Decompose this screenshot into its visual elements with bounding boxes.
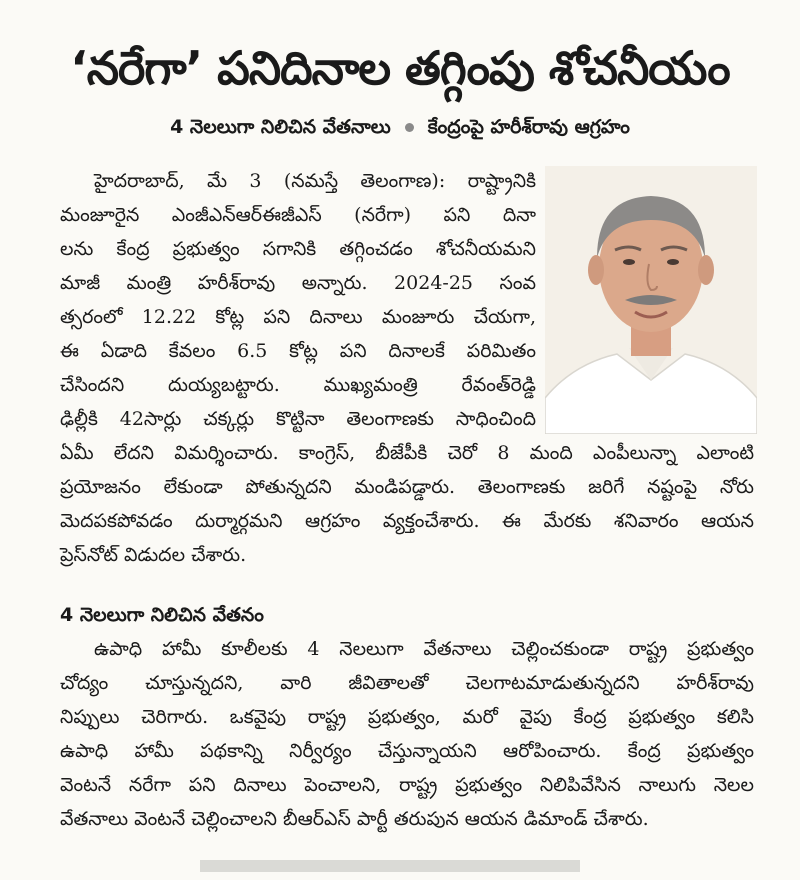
subhead-anger: కేంద్రంపై హరీశ్‌రావు ఆగ్రహం bbox=[427, 116, 630, 138]
paragraph-line: ఏమీ లేదని విమర్శించారు. కాంగ్రెస్, బీజేపీకి చెరో 8 మంది ఎంపీలున్నా ఎలాంటి bbox=[60, 442, 754, 464]
paragraph-line: నిప్పులు చెరిగారు. ఒకవైపు రాష్ట్ర ప్రభుత్వం, మరో వైపు కేంద్ర ప్రభుత్వం కలిసి bbox=[60, 706, 754, 728]
subheadline bbox=[0, 112, 800, 142]
person-portrait-icon bbox=[545, 166, 757, 434]
next-headline-cutoff bbox=[200, 860, 580, 880]
paragraph-line: మాజీ మంత్రి హరీశ్‌రావు అన్నారు. 2024-25 సంవ bbox=[60, 272, 536, 294]
subhead-wages: 4 నెలలుగా నిలిచిన వేతనాలు bbox=[170, 116, 391, 138]
bullet-separator bbox=[405, 123, 414, 132]
paragraph-line: వేతనాలు వెంటనే చెల్లించాలని బీఆర్‌ఎస్ పార్టీ తరుపున ఆయన డిమాండ్ చేశారు. bbox=[60, 808, 649, 830]
paragraph-line: ఢిల్లీకి 42సార్లు చక్కర్లు కొట్టినా తెలంగాణకు సాధించింది bbox=[60, 408, 536, 430]
paragraph-line: ప్రెస్‌నోట్ విడుదల చేశారు. bbox=[60, 544, 247, 566]
paragraph-line: ఈ ఏడాది కేవలం 6.5 కోట్ల పని దినాలకే పరిమితం bbox=[60, 340, 536, 362]
section-heading: 4 నెలలుగా నిలిచిన వేతనం bbox=[60, 604, 264, 626]
paragraph-line: త్సరంలో 12.22 కోట్ల పని దినాలు మంజూరు చేయగా, bbox=[60, 306, 536, 328]
paragraph-line: ఉపాధి హామీ కూలీలకు 4 నెలలుగా వేతనాలు చెల్లించకుండా రాష్ట్ర ప్రభుత్వం bbox=[94, 638, 754, 660]
paragraph-line: మెదపకపోవడం దుర్మార్గమని ఆగ్రహం వ్యక్తంచేశారు. ఈ మేరకు శనివారం ఆయన bbox=[60, 510, 754, 532]
paragraph-line: చోద్యం చూస్తున్నదని, వారి జీవితాలతో చెలగాటమాడుతున్నదని హరీశ్‌రావు bbox=[60, 672, 754, 694]
paragraph-line: చేసిందని దుయ్యబట్టారు. ముఖ్యమంత్రి రేవంత్‌రెడ్డి bbox=[60, 374, 536, 396]
headline: ‘నరేగా’ పనిదినాల తగ్గింపు శోచనీయం bbox=[70, 41, 730, 95]
paragraph-line: మంజూరైన ఎంజీఎన్‌ఆర్‌ఈజీఎస్ (నరేగా) పని దినా bbox=[60, 204, 536, 226]
paragraph-line: హైదరాబాద్, మే 3 (నమస్తే తెలంగాణ): రాష్ట్రానికి bbox=[94, 170, 536, 192]
paragraph-line: లను కేంద్ర ప్రభుత్వం సగానికి తగ్గించడం శోచనీయమని bbox=[60, 238, 536, 260]
portrait-photo bbox=[545, 166, 757, 434]
paragraph-line: ఉపాధి హామీ పథకాన్ని నిర్వీర్యం చేస్తున్నాయని ఆరోపించారు. కేంద్ర ప్రభుత్వం bbox=[60, 740, 754, 762]
paragraph-line: వెంటనే నరేగా పని దినాలు పెంచాలని, రాష్ట్ర ప్రభుత్వం నిలిపివేసిన నాలుగు నెలల bbox=[60, 774, 754, 796]
paragraph-line: ప్రయోజనం లేకుండా పోతున్నదని మండిపడ్డారు. తెలంగాణకు జరిగే నష్టంపై నోరు bbox=[60, 476, 754, 498]
